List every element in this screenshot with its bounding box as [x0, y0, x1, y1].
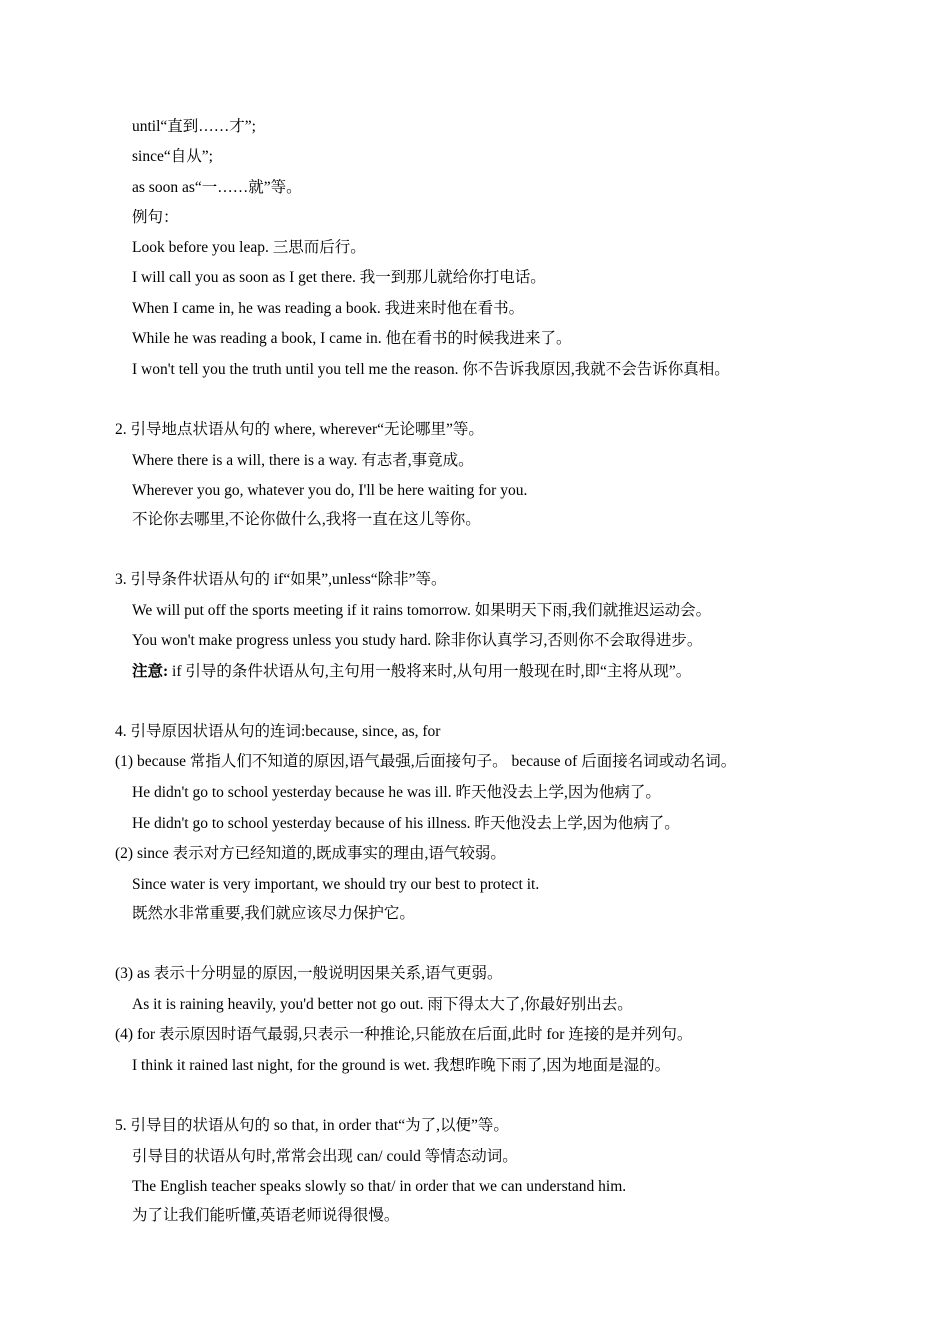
text-line: since“自从”; — [132, 148, 213, 165]
text-line: The English teacher speaks slowly so that/ in order that we can understand him. — [132, 1178, 627, 1195]
sub-heading: (2) since 表示对方已经知道的,既成事实的理由,语气较弱。 — [115, 845, 506, 862]
text-line: Where there is a will, there is a way. 有志者,事竟成。 — [132, 452, 474, 469]
text-line: Wherever you go, whatever you do, I'll be here waiting for you. — [132, 482, 528, 499]
section-heading: 4. 引导原因状语从句的连词:because, since, as, for — [115, 723, 441, 740]
sub-heading: (4) for 表示原因时语气最弱,只表示一种推论,只能放在后面,此时 for 连接的是并列句。 — [115, 1026, 693, 1043]
text-line: 例句： — [132, 209, 179, 226]
text-line: as soon as“一……就”等。 — [132, 179, 302, 196]
text-line: 不论你去哪里,不论你做什么,我将一直在这儿等你。 — [132, 511, 481, 528]
sub-heading: (1) because 常指人们不知道的原因,语气最强,后面接句子。 because of 后面接名词或动名词。 — [115, 753, 737, 770]
text-line: He didn't go to school yesterday because of his illness. 昨天他没去上学,因为他病了。 — [132, 815, 680, 832]
text-line: I won't tell you the truth until you tell me the reason. 你不告诉我原因,我就不会告诉你真相。 — [132, 361, 730, 378]
text-line: Look before you leap. 三思而后行。 — [132, 239, 366, 256]
note-line — [132, 662, 691, 682]
text-line: I will call you as soon as I get there. 我一到那儿就给你打电话。 — [132, 269, 546, 286]
note-label: 注意: — [132, 663, 169, 680]
text-line: 为了让我们能听懂,英语老师说得很慢。 — [132, 1207, 400, 1224]
sub-heading: (3) as 表示十分明显的原因,一般说明因果关系,语气更弱。 — [115, 965, 503, 982]
text-line: 引导目的状语从句时,常常会出现 can/ could 等情态动词。 — [132, 1148, 518, 1165]
text-line: As it is raining heavily, you'd better not go out. 雨下得太大了,你最好别出去。 — [132, 996, 633, 1013]
text-line: While he was reading a book, I came in. 他在看书的时候我进来了。 — [132, 330, 572, 347]
section-heading: 2. 引导地点状语从句的 where, wherever“无论哪里”等。 — [115, 421, 484, 438]
text-line: You won't make progress unless you study hard. 除非你认真学习,否则你不会取得进步。 — [132, 632, 703, 649]
note-text: if 引导的条件状语从句,主句用一般将来时,从句用一般现在时,即“主将从现”。 — [168, 663, 692, 680]
text-line: until“直到……才”; — [132, 118, 256, 135]
text-line: He didn't go to school yesterday because he was ill. 昨天他没去上学,因为他病了。 — [132, 784, 661, 801]
section-heading: 5. 引导目的状语从句的 so that, in order that“为了,以便”等。 — [115, 1117, 509, 1134]
text-line: When I came in, he was reading a book. 我进来时他在看书。 — [132, 300, 525, 317]
text-line: Since water is very important, we should try our best to protect it. — [132, 876, 540, 893]
text-line: We will put off the sports meeting if it rains tomorrow. 如果明天下雨,我们就推迟运动会。 — [132, 602, 712, 619]
text-line: I think it rained last night, for the ground is wet. 我想昨晚下雨了,因为地面是湿的。 — [132, 1057, 671, 1074]
section-heading: 3. 引导条件状语从句的 if“如果”,unless“除非”等。 — [115, 571, 447, 588]
text-line: 既然水非常重要,我们就应该尽力保护它。 — [132, 905, 415, 922]
